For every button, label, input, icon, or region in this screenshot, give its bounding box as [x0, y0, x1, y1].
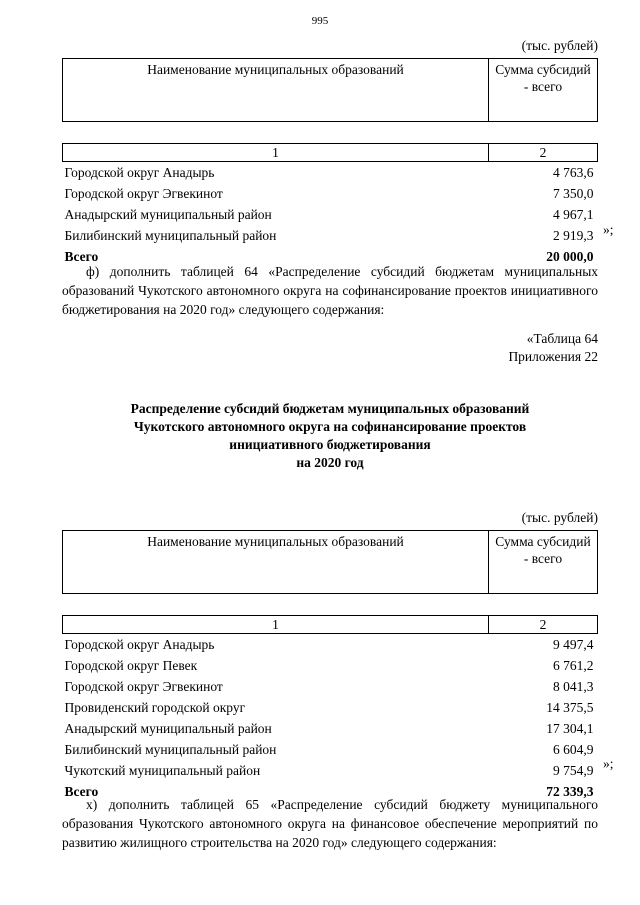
row-name: Городской округ Эгвекинот — [64, 679, 223, 694]
paragraph-f-text: дополнить таблицей 64 «Распределение субсидий бюджетам муниципальных образований Чукотского автономного округа на софинансирование проектов инициативного бюджетирования на 2020 год» следующего содержания: — [62, 264, 599, 317]
table2-units: (тыс. рублей) — [521, 510, 598, 525]
heading-line1: Распределение субсидий бюджетам муниципальных образований — [130, 401, 530, 416]
paragraph-f — [62, 262, 598, 319]
page-number: 995 — [311, 15, 329, 27]
table1 — [62, 58, 598, 267]
table-row — [63, 697, 598, 718]
row-name: Билибинский муниципальный район — [64, 742, 277, 757]
row-value: 8 041,3 — [553, 679, 594, 694]
row-value: 7 350,0 — [553, 186, 594, 201]
paragraph-x-letter: х) — [86, 797, 98, 812]
table2-header-sum: Сумма субсидий - всего — [489, 531, 598, 594]
table-heading — [62, 400, 598, 472]
table-row — [63, 225, 598, 246]
table1-units: (тыс. рублей) — [521, 38, 598, 53]
row-name: Билибинский муниципальный район — [64, 228, 277, 243]
table-row — [63, 739, 598, 760]
row-name: Городской округ Певек — [64, 658, 198, 673]
table1-header-sum: Сумма субсидий - всего — [489, 59, 598, 122]
row-name: Городской округ Эгвекинот — [64, 186, 223, 201]
paragraph-x — [62, 795, 598, 852]
table-row — [63, 718, 598, 739]
table-ref-line1: «Таблица 64 — [526, 331, 598, 346]
row-value: 6 761,2 — [553, 658, 594, 673]
table-row — [63, 204, 598, 225]
total-label: Всего — [64, 784, 99, 799]
row-name: Провиденский городской округ — [64, 700, 246, 715]
table1-col2-number: 2 — [489, 144, 598, 162]
row-name: Городской округ Анадырь — [64, 637, 215, 652]
table1-header-name: Наименование муниципальных образований — [63, 59, 489, 122]
row-name: Городской округ Анадырь — [64, 165, 215, 180]
table2-col1-number: 1 — [63, 616, 489, 634]
heading-line3: инициативного бюджетирования — [229, 437, 431, 452]
total-value: 20 000,0 — [546, 249, 594, 264]
row-name: Анадырский муниципальный район — [64, 207, 272, 222]
row-value: 6 604,9 — [553, 742, 594, 757]
row-value: 4 763,6 — [553, 165, 594, 180]
row-name: Анадырский муниципальный район — [64, 721, 272, 736]
table-row — [63, 760, 598, 781]
table1-end-mark: »; — [603, 222, 614, 237]
table-row — [63, 162, 598, 184]
row-value: 9 497,4 — [553, 637, 594, 652]
table-row — [63, 676, 598, 697]
table-ref-line2: Приложения 22 — [508, 349, 598, 364]
total-label: Всего — [64, 249, 99, 264]
row-value: 4 967,1 — [553, 207, 594, 222]
heading-line2: Чукотского автономного округа на софинансирование проектов — [133, 419, 527, 434]
heading-line4: на 2020 год — [296, 455, 364, 470]
total-value: 72 339,3 — [546, 784, 594, 799]
paragraph-x-text: дополнить таблицей 65 «Распределение субсидий бюджету муниципального образования Чукотского автономного округа на финансовое обеспечение мероприятий по развитию жилищного строительства на 2020 год» следующего содержания: — [62, 797, 598, 850]
paragraph-f-letter: ф) — [86, 264, 100, 279]
row-value: 14 375,5 — [546, 700, 594, 715]
row-value: 9 754,9 — [553, 763, 594, 778]
row-value: 2 919,3 — [553, 228, 594, 243]
table-row — [63, 655, 598, 676]
table2-end-mark: »; — [603, 756, 614, 771]
table-row — [63, 183, 598, 204]
table-reference — [508, 330, 598, 366]
table-row — [63, 634, 598, 656]
row-name: Чукотский муниципальный район — [64, 763, 261, 778]
table2-col2-number: 2 — [489, 616, 598, 634]
table2 — [62, 530, 598, 802]
table1-col1-number: 1 — [63, 144, 489, 162]
table2-header-name: Наименование муниципальных образований — [63, 531, 489, 594]
row-value: 17 304,1 — [546, 721, 594, 736]
